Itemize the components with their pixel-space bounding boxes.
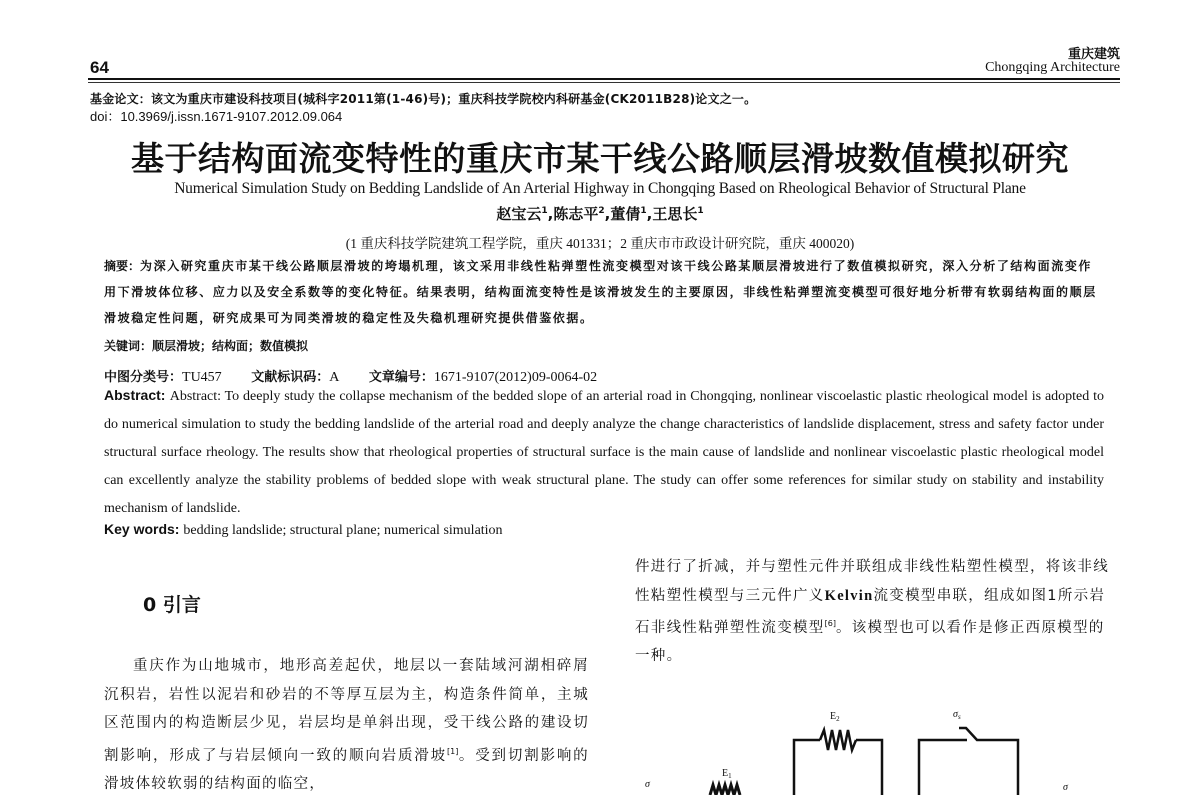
author-list: 赵宝云$^1$,陈志平$^2$,董倩$^1$,王思长$^1$ — [496, 205, 704, 223]
abstract-cn-text: 为深入研究重庆市某干线公路顺层滑坡的垮塌机理，该文采用非线性粘弹塑性流变模型对该干线公路某顺层滑坡进行了数值模拟研究，深入分析了结构面流变作用下滑坡体位移、应力以及安全系数等的变化特征。结果表明，结构面流变特性是该滑坡发生的主要原因，非线性粘弹塑流变模型可很好地分析带有软弱结构面的顺层滑坡稳定性问题，研究成果可为同类滑坡的稳定性及失稳机理研究提供借鉴依据。 — [104, 259, 1097, 325]
author-name: 王思长 — [652, 205, 698, 223]
title-en: Numerical Simulation Study on Bedding Landslide of An Arterial Highway in Chongqing Based on Rheological Behavior of Structural Plane — [174, 180, 1026, 197]
article-no-value: 1671-9107(2012)09-0064-02 — [433, 370, 598, 385]
header-rule-thin — [88, 82, 1120, 83]
body-column-right — [635, 553, 1120, 671]
body-column-left — [104, 652, 589, 798]
keywords-en-text: bedding landslide; structural plane; numerical simulation — [183, 523, 503, 538]
abstract-en — [104, 381, 1104, 523]
doi: doi：10.3969/j.issn.1671-9107.2012.09.064 — [90, 109, 343, 124]
author-affiliation-mark: 1 — [541, 206, 548, 216]
keywords-cn — [104, 337, 308, 354]
doc-code-label: 文献标识码： — [251, 370, 330, 385]
citation-ref: [6] — [824, 619, 836, 628]
keywords-cn-text: 顺层滑坡；结构面；数值模拟 — [152, 339, 309, 353]
keywords-cn-label: 关键词： — [104, 339, 153, 353]
abstract-cn — [104, 253, 1104, 331]
affiliations: (1 重庆科技学院建筑工程学院，重庆 401331；2 重庆市市政设计研究院，重庆 400020) — [345, 236, 855, 251]
keywords-en-label: Key words: — [104, 521, 184, 537]
author-affiliation-mark: 1 — [640, 206, 647, 216]
journal-name-cn: 重庆建筑 — [1067, 47, 1120, 62]
label-e2: $E_2$ — [830, 711, 840, 723]
label-e1: $E_1$ — [722, 768, 732, 780]
page-number: 64 — [90, 58, 109, 77]
abstract-en-text: Abstract: To deeply study the collapse mechanism of the bedded slope of an arterial road in Chongqing, nonlinear viscoelastic plastic rheological model is adopted to do numerical simulation to study the bedding landslide of the arterial road and deeply analyze the change characteristics of landslide displacement, stress and safety factor under structural surface rheology. The results show that rheological properties of structural surface is the main cause of landslide and nonlinear viscoelastic plastic rheological model can excellently analyze the stability problems of bedded slope with weak structural plane. The study can offer some references for similar study on stability and instability mechanism of landslide. — [104, 389, 1104, 516]
author-name: 陈志平 — [553, 205, 599, 223]
rheological-model-figure — [620, 690, 1100, 795]
article-no-label: 文章编号： — [368, 370, 434, 385]
body-paragraph — [104, 652, 589, 798]
kelvin-term: Kelvin — [824, 587, 874, 604]
author-name: 董倩 — [610, 205, 641, 223]
abstract-en-label: Abstract: — [104, 387, 170, 403]
journal-name-en: Chongqing Architecture — [985, 60, 1120, 75]
title-cn: 基于结构面流变特性的重庆市某干线公路顺层滑坡数值模拟研究 — [131, 139, 1069, 178]
doc-code-value: A — [329, 370, 340, 385]
body-paragraph — [635, 553, 1120, 671]
label-sigma-s: $\sigma_s$ — [953, 709, 961, 721]
paragraph-text: 。该模型也可以看作是修正西原模型的一种。 — [635, 619, 1105, 665]
clc-label: 中图分类号： — [104, 370, 183, 385]
clc-value: TU457 — [182, 370, 222, 385]
citation-ref: [1] — [446, 746, 459, 756]
header-rule-thick — [88, 78, 1120, 80]
model-diagram — [620, 690, 1100, 795]
paragraph-text: 。受到切割影响的滑坡体较软弱的结构面的临空， — [104, 747, 589, 792]
author-affiliation-mark: 1 — [697, 206, 704, 216]
label-sigma-left: σ — [645, 779, 650, 790]
keywords-en — [104, 521, 503, 539]
author-affiliation-mark: 2 — [598, 206, 605, 216]
paragraph-text: 流变模型串联，组成如图1所示岩石非线性粘弹塑性流变模型 — [635, 587, 1106, 636]
fund-text: 该文为重庆市建设科技项目(城科字2011第(1-46)号)；重庆科技学院校内科研基金(CK2011B28)论文之一。 — [151, 92, 757, 106]
fund-label: 基金论文： — [90, 92, 152, 106]
fund-note — [90, 90, 756, 107]
paragraph-text: 件进行了折减，并与塑性元件并联组成非线性粘塑性模型，将该非线性粘塑性模型与三元件广义 — [635, 559, 1109, 604]
section-heading: 0 引言 — [143, 594, 201, 616]
author-name: 赵宝云 — [496, 205, 542, 223]
abstract-cn-label: 摘要： — [104, 259, 141, 273]
paragraph-text: 重庆作为山地城市，地形高差起伏，地层以一套陆域河湖相碎屑沉积岩，岩性以泥岩和砂岩的不等厚互层为主，构造条件简单，主城区范围内的构造断层少见，岩层均是单斜出现，受干线公路的建设切割影响，形成了与岩层倾向一致的顺向岩质滑坡 — [104, 658, 589, 764]
label-sigma-right: σ — [1063, 782, 1068, 793]
